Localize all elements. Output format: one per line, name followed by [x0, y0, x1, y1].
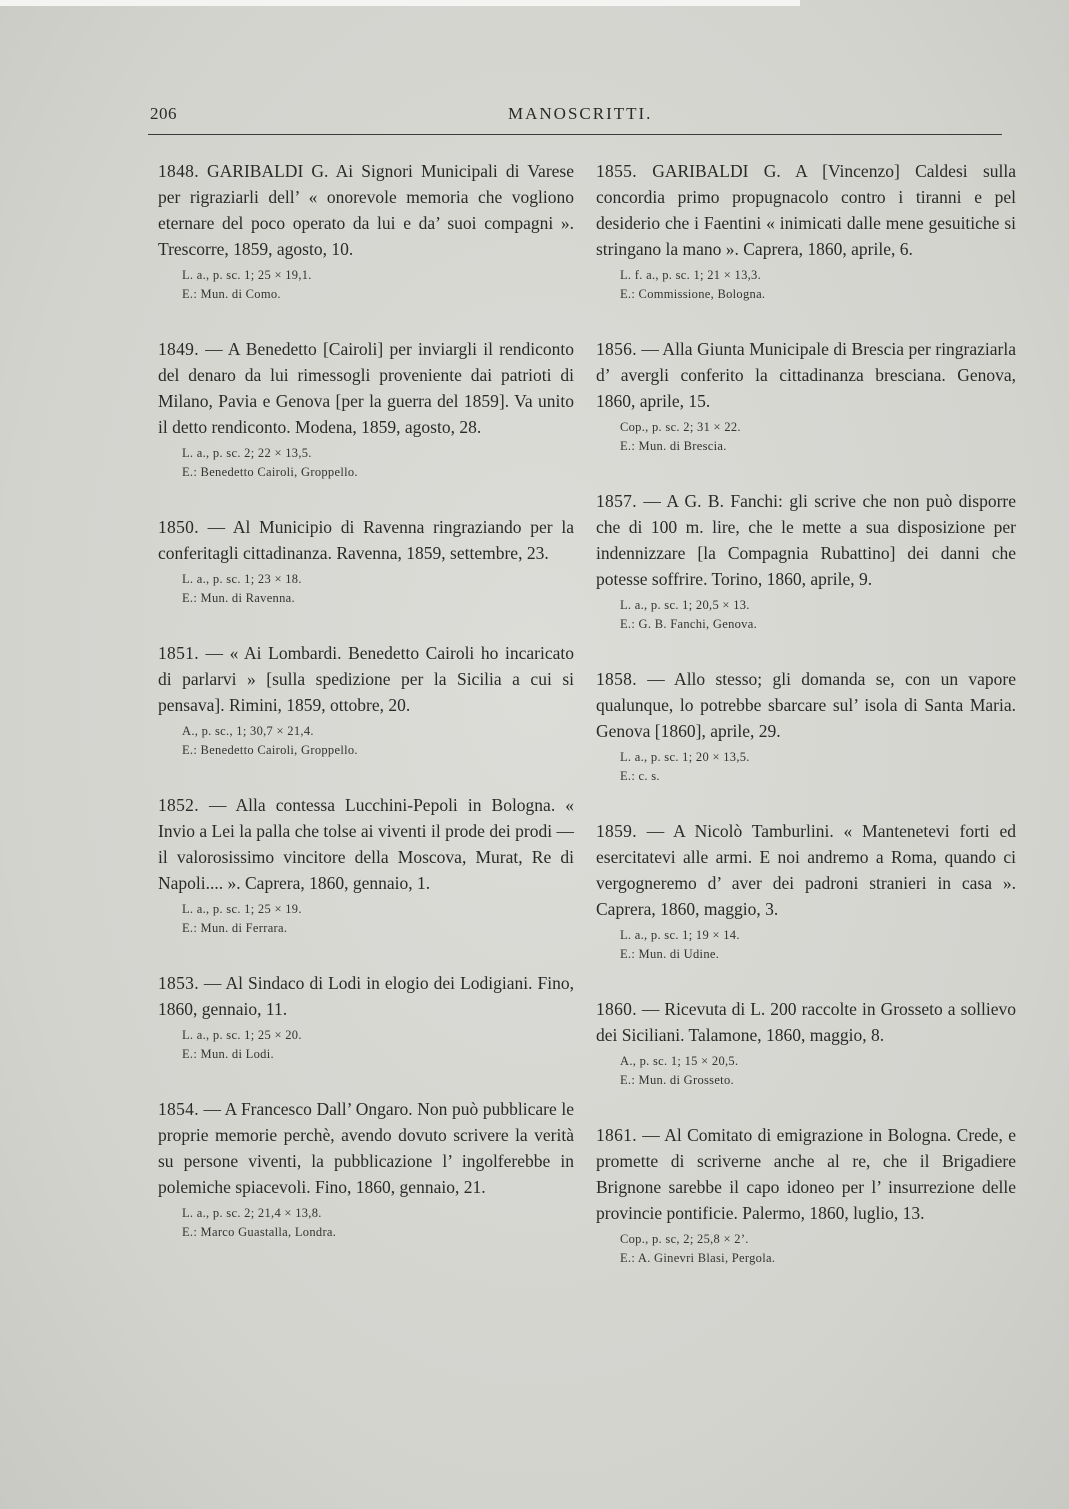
entry-text-block [596, 488, 1016, 592]
entry-description: L. a., p. sc. 1; 23 × 18. [182, 572, 302, 586]
entry-metadata [182, 1204, 574, 1242]
entry-text: — A Nicolò Tamburlini. « Mantenetevi forti ed esercitatevi alle armi. E noi andremo a Roma, quando ci vergogneremo d’ aver dei padroni stranieri in casa ». Caprera, 1860, maggio, 3. [596, 821, 1016, 919]
entry-number: 1855. [596, 161, 637, 181]
catalog-entry [596, 158, 1016, 304]
catalog-entry [158, 792, 574, 938]
entry-text: — Alla contessa Lucchini-Pepoli in Bologna. « Invio a Lei la palla che tolse ai viventi il prode dei prodi — il valorosissimo vincitore della Moscova, Murat, Re di Napoli.... ». Caprera, 1860, gennaio, 1. [158, 795, 574, 893]
entry-description: A., p. sc., 1; 30,7 × 21,4. [182, 724, 314, 738]
entry-metadata [182, 1026, 574, 1064]
entry-text: — Alla Giunta Municipale di Brescia per ringraziarla d’ avergli conferito la cittadinanza bresciana. Genova, 1860, aprile, 15. [596, 339, 1017, 411]
entry-text-block [158, 1096, 574, 1200]
entry-metadata [620, 926, 1016, 964]
entry-number: 1851. [158, 643, 199, 663]
entry-location: E.: Mun. di Ravenna. [182, 591, 295, 605]
entry-metadata [182, 570, 574, 608]
entry-text: GARIBALDI G. A [Vincenzo] Caldesi sulla concordia primo propugnacolo contro i tiranni e pel desiderio che i Faentini « inimicati dalle mene gesuitiche si stringano la mano ». Caprera, 1860, aprile, 6. [596, 161, 1016, 259]
scan-edge [0, 0, 800, 6]
catalog-entry [158, 1096, 574, 1242]
entry-location: E.: Benedetto Cairoli, Groppello. [182, 465, 358, 479]
entry-text-block [596, 818, 1016, 922]
entry-metadata [182, 266, 574, 304]
entry-text-block [158, 970, 574, 1022]
entry-description: L. a., p. sc. 1; 25 × 19,1. [182, 268, 312, 282]
catalog-entry [596, 818, 1016, 964]
entry-text-block [596, 666, 1016, 744]
right-column [596, 158, 1016, 1300]
entry-location: E.: Mun. di Grosseto. [620, 1073, 734, 1087]
entry-number: 1857. [596, 491, 637, 511]
entry-text: — A G. B. Fanchi: gli scrive che non può disporre che di 100 m. lire, che le mette a sua disposizione per indennizzare [la Compagnia Rubattino] dei danni che potesse soffrire. Torino, 1860, aprile, 9. [596, 491, 1016, 589]
entry-metadata [620, 1052, 1016, 1090]
entry-description: Cop., p. sc. 2; 31 × 22. [620, 420, 741, 434]
entry-description: L. a., p. sc. 1; 25 × 19. [182, 902, 302, 916]
entry-description: L. a., p. sc. 2; 21,4 × 13,8. [182, 1206, 322, 1220]
entry-description: L. a., p. sc. 2; 22 × 13,5. [182, 446, 312, 460]
entry-metadata [620, 266, 1016, 304]
entry-text: — Al Municipio di Ravenna ringraziando per la conferitagli cittadinanza. Ravenna, 1859, settembre, 23. [158, 517, 574, 563]
entry-location: E.: G. B. Fanchi, Genova. [620, 617, 757, 631]
entry-text-block [596, 158, 1016, 262]
entry-description: Cop., p. sc, 2; 25,8 × 2’. [620, 1232, 749, 1246]
entry-text-block [158, 158, 574, 262]
entry-metadata [620, 418, 1016, 456]
entry-location: E.: Marco Guastalla, Londra. [182, 1225, 337, 1239]
entry-location: E.: Commissione, Bologna. [620, 287, 766, 301]
entry-description: L. f. a., p. sc. 1; 21 × 13,3. [620, 268, 762, 282]
entry-text: — A Francesco Dall’ Ongaro. Non può pubblicare le proprie memorie perchè, avendo dovuto scrivere la verità su persone viventi, la pubblicazione l’ ingolferebbe in polemiche spiacevoli. Fino, 1860, gennaio, 21. [158, 1099, 574, 1197]
entry-text: — Allo stesso; gli domanda se, con un vapore qualunque, lo potrebbe sbarcare sul’ isola di Santa Maria. Genova [1860], aprile, 29. [596, 669, 1017, 741]
entry-text-block [596, 996, 1016, 1048]
entry-text: — « Ai Lombardi. Benedetto Cairoli ho incaricato di parlarvi » [sulla spedizione per la Sicilia a cui si pensava]. Rimini, 1859, ottobre, 20. [158, 643, 574, 715]
entry-metadata [620, 596, 1016, 634]
entry-number: 1860. [596, 999, 637, 1019]
page-number: 206 [150, 104, 177, 123]
entry-number: 1848. [158, 161, 199, 181]
entry-number: 1861. [596, 1125, 637, 1145]
entry-location: E.: Mun. di Lodi. [182, 1047, 274, 1061]
entry-metadata [182, 444, 574, 482]
entry-location: E.: A. Ginevri Blasi, Pergola. [620, 1251, 776, 1265]
entry-text-block [158, 514, 574, 566]
header-rule [148, 134, 1002, 135]
entry-description: L. a., p. sc. 1; 25 × 20. [182, 1028, 302, 1042]
entry-description: A., p. sc. 1; 15 × 20,5. [620, 1054, 739, 1068]
entry-metadata [182, 900, 574, 938]
entry-text-block [596, 336, 1016, 414]
left-column [158, 158, 574, 1274]
catalog-entry [596, 336, 1016, 456]
entry-text: — Ricevuta di L. 200 raccolte in Grosseto a sollievo dei Siciliani. Talamone, 1860, maggio, 8. [596, 999, 1016, 1045]
catalog-entry [158, 336, 574, 482]
entry-number: 1858. [596, 669, 637, 689]
entry-number: 1853. [158, 973, 199, 993]
entry-metadata [620, 1230, 1016, 1268]
entry-text-block [158, 336, 574, 440]
catalog-entry [158, 158, 574, 304]
entry-text: GARIBALDI G. Ai Signori Municipali di Varese per rigraziarli dell’ « onorevole memoria che vogliono eternare del poco operato da lui e da’ suoi compagni ». Trescorre, 1859, agosto, 10. [158, 161, 574, 259]
catalog-entry [596, 1122, 1016, 1268]
entry-number: 1852. [158, 795, 199, 815]
entry-text-block [158, 792, 574, 896]
page-header [150, 104, 1002, 136]
catalog-entry [596, 488, 1016, 634]
catalog-entry [596, 666, 1016, 786]
entry-location: E.: Mun. di Ferrara. [182, 921, 288, 935]
running-title: MANOSCRITTI. [508, 104, 653, 123]
entry-metadata [182, 722, 574, 760]
entry-description: L. a., p. sc. 1; 19 × 14. [620, 928, 740, 942]
entry-location: E.: Benedetto Cairoli, Groppello. [182, 743, 358, 757]
entry-text: — Al Comitato di emigrazione in Bologna. Crede, e promette di scriverne anche al re, che il Brigadiere Brignone sarebbe il capo idoneo per l’ insurrezione delle provincie pontificie. Palermo, 1860, luglio, 13. [596, 1125, 1017, 1223]
catalog-entry [596, 996, 1016, 1090]
entry-number: 1859. [596, 821, 637, 841]
entry-number: 1856. [596, 339, 637, 359]
entry-text: — Al Sindaco di Lodi in elogio dei Lodigiani. Fino, 1860, gennaio, 11. [158, 973, 575, 1019]
entry-location: E.: Mun. di Udine. [620, 947, 720, 961]
entry-metadata [620, 748, 1016, 786]
entry-text-block [596, 1122, 1016, 1226]
entry-location: E.: c. s. [620, 769, 660, 783]
catalog-entry [158, 970, 574, 1064]
entry-number: 1854. [158, 1099, 199, 1119]
catalog-entry [158, 514, 574, 608]
catalog-entry [158, 640, 574, 760]
entry-location: E.: Mun. di Brescia. [620, 439, 727, 453]
entry-text-block [158, 640, 574, 718]
entry-text: — A Benedetto [Cairoli] per inviargli il rendiconto del denaro da lui rimessogli proveniente dai patrioti di Milano, Pavia e Genova [per la guerra del 1859]. Va unito il detto rendiconto. Modena, 1859, agosto, 28. [158, 339, 575, 437]
entry-number: 1849. [158, 339, 199, 359]
entry-number: 1850. [158, 517, 199, 537]
entry-description: L. a., p. sc. 1; 20 × 13,5. [620, 750, 750, 764]
entry-description: L. a., p. sc. 1; 20,5 × 13. [620, 598, 750, 612]
entry-location: E.: Mun. di Como. [182, 287, 281, 301]
